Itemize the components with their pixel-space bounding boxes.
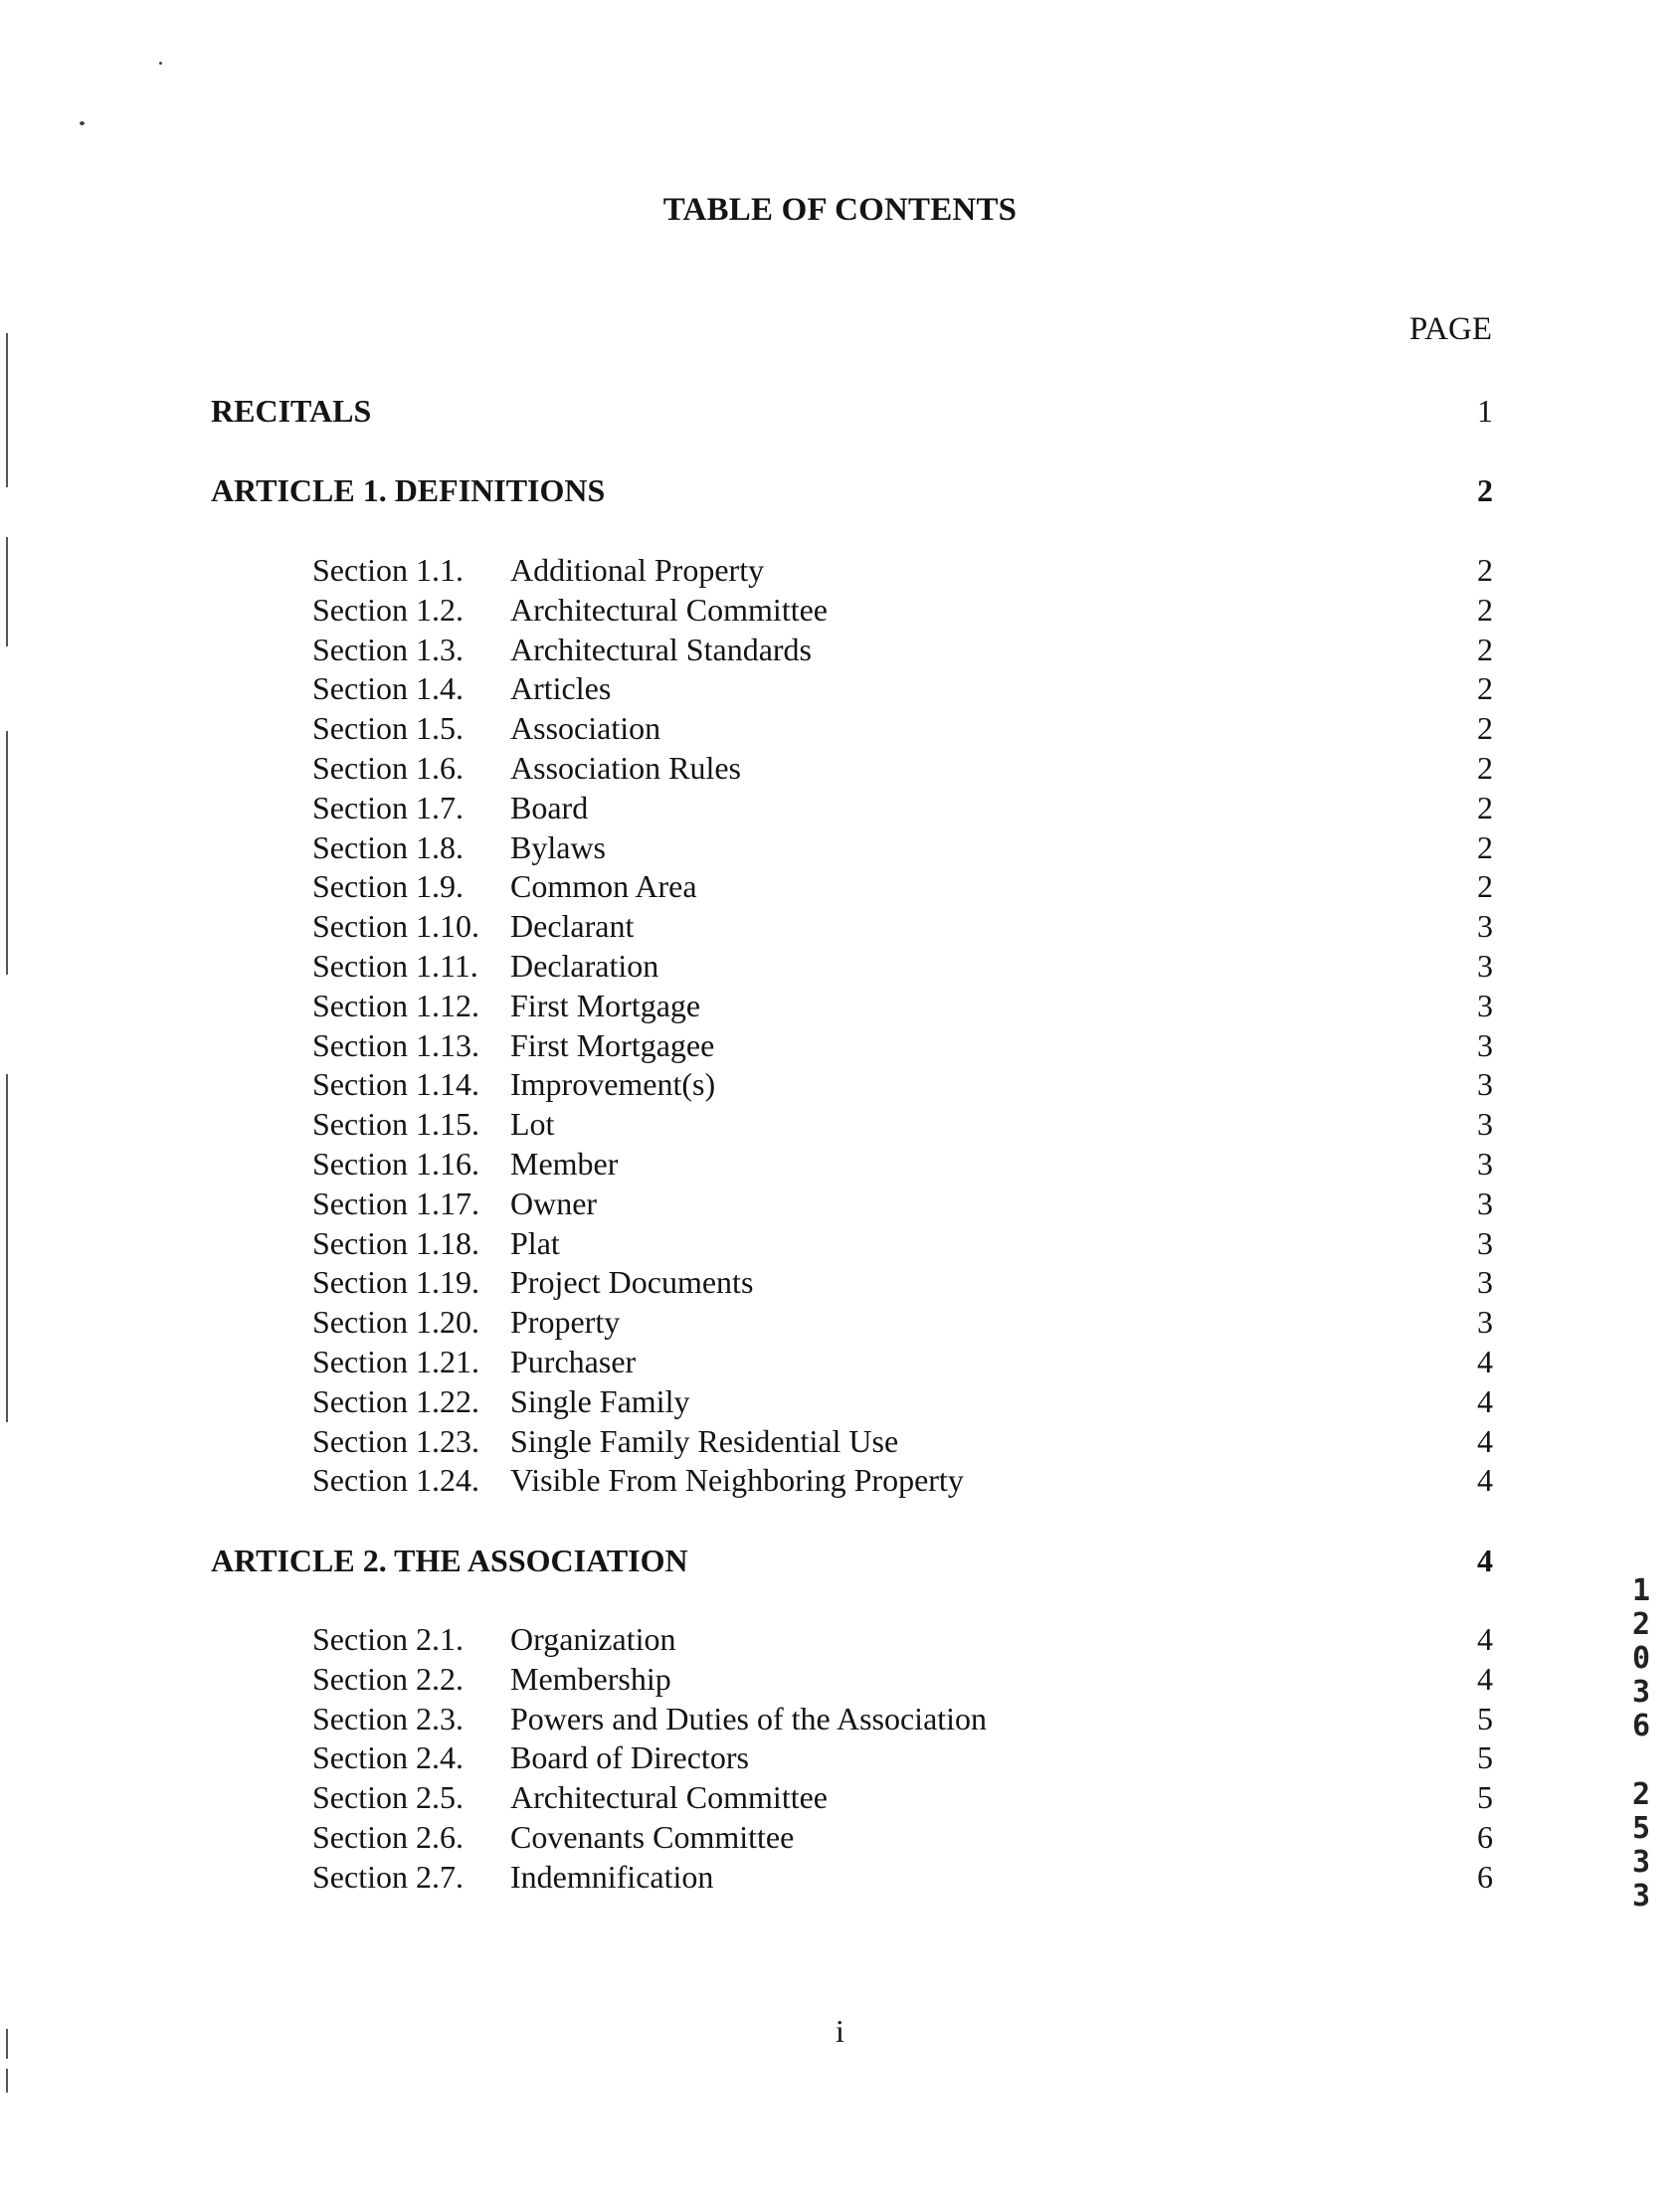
toc-section-name: Common Area [510, 868, 697, 905]
toc-section-number: Section 1.21. [312, 1344, 479, 1379]
stamp-digit: 6 [1631, 1709, 1651, 1743]
toc-section-name: Owner [510, 1185, 598, 1221]
toc-page-number: 2 [1477, 552, 1493, 588]
toc-section-number: Section 1.7. [312, 789, 464, 825]
toc-section-number: Section 1.3. [312, 631, 464, 667]
toc-section-name: Plat [510, 1224, 560, 1261]
toc-section-row[interactable] [0, 668, 1680, 708]
toc-section-number: Section 1.10. [312, 908, 479, 945]
toc-page-number: 2 [1477, 591, 1493, 628]
toc-page-number: 3 [1477, 987, 1493, 1023]
toc-page-number: 2 [1477, 631, 1493, 667]
toc-section-row[interactable] [0, 1381, 1680, 1421]
toc-page-number: 3 [1477, 1146, 1493, 1182]
toc-page-number: 3 [1477, 908, 1493, 945]
toc-section-number: Section 2.4. [312, 1739, 464, 1776]
toc-section-name: Single Family Residential Use [510, 1422, 899, 1459]
toc-section-row[interactable] [0, 708, 1680, 748]
toc-page-number: 6 [1477, 1819, 1493, 1855]
toc-page-number: 2 [1477, 750, 1493, 786]
recording-stamp-top [1623, 1574, 1659, 1743]
toc-section-row[interactable] [0, 1025, 1680, 1065]
toc-section-name: Architectural Committee [510, 1779, 828, 1816]
toc-section-name: Property [510, 1304, 621, 1341]
toc-section-number: Section 1.18. [312, 1224, 479, 1261]
toc-section-number: Section 2.5. [312, 1779, 464, 1816]
toc-heading-article-2[interactable] [0, 1541, 1680, 1580]
toc-section-number: Section 1.15. [312, 1106, 479, 1143]
toc-section-row[interactable] [0, 946, 1680, 986]
toc-page-number: 4 [1477, 1462, 1493, 1499]
toc-page-number: 3 [1477, 1264, 1493, 1301]
toc-section-number: Section 1.8. [312, 828, 464, 865]
toc-section-row[interactable] [0, 1262, 1680, 1302]
page-title: TABLE OF CONTENTS [662, 192, 1018, 228]
toc-section-name: Improvement(s) [510, 1066, 716, 1103]
toc-page-number: 2 [1477, 828, 1493, 865]
toc-section-row[interactable] [0, 1619, 1680, 1659]
toc-section-row[interactable] [0, 1342, 1680, 1381]
stamp-digit: 3 [1631, 1675, 1651, 1710]
toc-section-row[interactable] [0, 827, 1680, 867]
toc-section-number: Section 1.13. [312, 1026, 479, 1063]
toc-section-row[interactable] [0, 1857, 1680, 1897]
toc-section-row[interactable] [0, 1302, 1680, 1342]
stamp-digit: 3 [1631, 1879, 1651, 1914]
toc-section-row[interactable] [0, 630, 1680, 669]
toc-heading-recitals[interactable] [0, 391, 1680, 431]
toc-section-name: Member [510, 1146, 619, 1182]
toc-page-number: 2 [1477, 789, 1493, 825]
toc-section-row[interactable] [0, 1104, 1680, 1144]
toc-section-row[interactable] [0, 1223, 1680, 1263]
toc-section-name: Declaration [510, 948, 659, 984]
toc-section-number: Section 1.2. [312, 591, 464, 628]
toc-section-name: Board of Directors [510, 1739, 749, 1776]
toc-section-name: Project Documents [510, 1264, 754, 1301]
toc-section-number: Section 1.4. [312, 670, 464, 707]
toc-section-name: Association Rules [510, 750, 741, 786]
toc-page-number: 2 [1477, 472, 1493, 508]
toc-page-number: 3 [1477, 948, 1493, 984]
toc-section-row[interactable] [0, 550, 1680, 590]
toc-section-name: Lot [510, 1106, 555, 1143]
toc-section-number: Section 1.19. [312, 1264, 479, 1301]
toc-page-number: 4 [1477, 1382, 1493, 1419]
toc-section-number: Section 2.2. [312, 1660, 464, 1697]
toc-section-number: Section 1.16. [312, 1146, 479, 1182]
toc-section-number: Section 2.1. [312, 1621, 464, 1657]
toc-section-row[interactable] [0, 866, 1680, 906]
toc-section-number: Section 1.9. [312, 868, 464, 905]
toc-heading-title: ARTICLE 2. THE ASSOCIATION [211, 1543, 688, 1578]
stamp-digit: 0 [1631, 1641, 1651, 1676]
toc-section-name: First Mortgagee [510, 1026, 715, 1063]
toc-section-name: Organization [510, 1621, 676, 1657]
stamp-digit: 2 [1631, 1607, 1651, 1642]
toc-page-number: 4 [1477, 1344, 1493, 1379]
toc-page-number: 5 [1477, 1700, 1493, 1736]
toc-section-row[interactable] [0, 906, 1680, 946]
toc-page-number: 6 [1477, 1858, 1493, 1895]
toc-page-number: 4 [1477, 1660, 1493, 1697]
toc-section-number: Section 1.20. [312, 1304, 479, 1341]
scan-speck [159, 62, 162, 65]
footer-page-number: i [836, 2013, 844, 2049]
toc-section-number: Section 1.5. [312, 710, 464, 747]
toc-section-row[interactable] [0, 1699, 1680, 1738]
toc-section-name: Powers and Duties of the Association [510, 1700, 988, 1736]
toc-section-row[interactable] [0, 1659, 1680, 1699]
scan-speck [80, 121, 85, 125]
toc-section-name: Single Family [510, 1382, 690, 1419]
toc-section-name: Architectural Committee [510, 591, 828, 628]
toc-section-name: Architectural Standards [510, 631, 812, 667]
stamp-digit: 5 [1631, 1811, 1651, 1846]
toc-section-number: Section 1.1. [312, 552, 464, 588]
scan-edge-mark [6, 2069, 8, 2093]
toc-section-number: Section 2.7. [312, 1858, 464, 1895]
toc-section-name: Visible From Neighboring Property [510, 1462, 964, 1499]
recording-stamp-bottom [1623, 1778, 1659, 1914]
toc-section-name: Bylaws [510, 828, 606, 865]
toc-section-row[interactable] [0, 1817, 1680, 1857]
toc-section-number: Section 1.17. [312, 1185, 479, 1221]
toc-page-number: 4 [1477, 1543, 1493, 1578]
toc-section-row[interactable] [0, 1064, 1680, 1104]
toc-section-name: Association [510, 710, 661, 747]
toc-page-number: 2 [1477, 670, 1493, 707]
stamp-digit: 1 [1631, 1573, 1651, 1608]
toc-page-number: 3 [1477, 1185, 1493, 1221]
toc-section-name: Covenants Committee [510, 1819, 795, 1855]
page-column-header: PAGE [1408, 311, 1492, 347]
toc-section-row[interactable] [0, 1777, 1680, 1817]
toc-section-number: Section 1.12. [312, 987, 479, 1023]
toc-section-number: Section 1.23. [312, 1422, 479, 1459]
toc-section-name: Board [510, 789, 589, 825]
stamp-digit: 3 [1631, 1845, 1651, 1880]
toc-heading-title: RECITALS [211, 393, 372, 429]
toc-section-row[interactable] [0, 590, 1680, 630]
toc-section-row[interactable] [0, 788, 1680, 827]
toc-heading-article-1[interactable] [0, 470, 1680, 510]
toc-page-number: 5 [1477, 1779, 1493, 1816]
toc-page-number: 3 [1477, 1066, 1493, 1103]
toc-section-name: First Mortgage [510, 987, 701, 1023]
toc-heading-title: ARTICLE 1. DEFINITIONS [211, 472, 606, 508]
toc-section-number: Section 1.6. [312, 750, 464, 786]
toc-section-name: Articles [510, 670, 612, 707]
toc-section-number: Section 1.22. [312, 1382, 479, 1419]
toc-page-number: 4 [1477, 1621, 1493, 1657]
toc-section-number: Section 1.24. [312, 1462, 479, 1499]
toc-section-name: Membership [510, 1660, 671, 1697]
toc-page-number: 1 [1477, 393, 1493, 429]
toc-page-number: 2 [1477, 710, 1493, 747]
toc-section-row[interactable] [0, 1144, 1680, 1184]
toc-section-row[interactable] [0, 1460, 1680, 1500]
toc-section-row[interactable] [0, 986, 1680, 1025]
toc-section-row[interactable] [0, 1421, 1680, 1461]
toc-page-number: 4 [1477, 1422, 1493, 1459]
toc-page-number: 3 [1477, 1224, 1493, 1261]
toc-section-row[interactable] [0, 748, 1680, 788]
toc-section-number: Section 2.6. [312, 1819, 464, 1855]
toc-section-number: Section 1.11. [312, 948, 478, 984]
toc-section-row[interactable] [0, 1184, 1680, 1223]
toc-page-number: 2 [1477, 868, 1493, 905]
toc-section-name: Additional Property [510, 552, 765, 588]
toc-section-number: Section 1.14. [312, 1066, 479, 1103]
toc-page-number: 5 [1477, 1739, 1493, 1776]
toc-section-name: Purchaser [510, 1344, 637, 1379]
toc-page-number: 3 [1477, 1304, 1493, 1341]
toc-section-row[interactable] [0, 1737, 1680, 1777]
toc-page-number: 3 [1477, 1026, 1493, 1063]
stamp-digit: 2 [1631, 1777, 1651, 1812]
toc-section-number: Section 2.3. [312, 1700, 464, 1736]
toc-section-name: Indemnification [510, 1858, 714, 1895]
toc-section-name: Declarant [510, 908, 635, 945]
toc-page-number: 3 [1477, 1106, 1493, 1143]
